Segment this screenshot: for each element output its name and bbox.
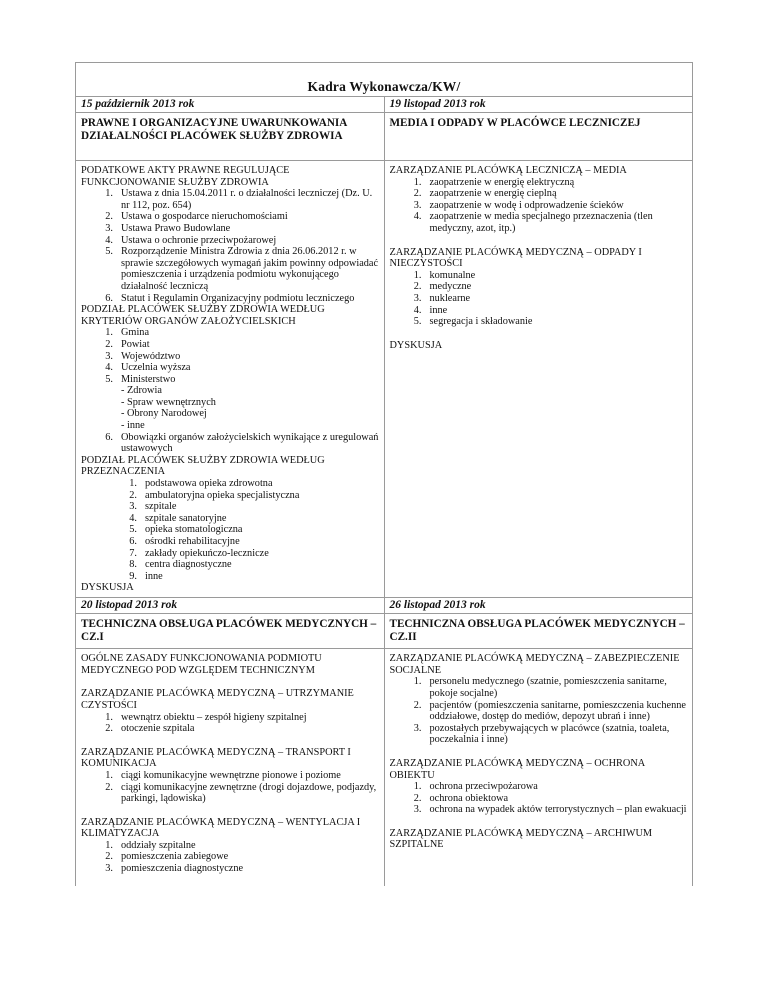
list-item: 4. szpitale sanatoryjne <box>129 512 227 524</box>
list-item: 1. zaopatrzenie w energię elektryczną <box>413 176 575 188</box>
list-item: 2. pacjentów (pomieszczenia sanitarne, pomieszczenia kuchenne oddziałowe, dostęp do mediów, depozyt ubrań i inne) <box>413 699 686 723</box>
section-heading: PODZIAŁ PLACÓWEK SŁUŻBY ZDROWIA WEDŁUG PRZEZNACZENIA <box>81 454 325 478</box>
session-topic: MEDIA I ODPADY W PLACÓWCE LECZNICZEJ <box>384 113 693 161</box>
list-item: 9. inne <box>129 570 163 582</box>
list-item: 6. Statut i Regulamin Organizacyjny podmiotu leczniczego <box>105 292 355 304</box>
session-date: 15 październik 2013 rok <box>76 97 385 113</box>
session-date: 26 listopad 2013 rok <box>384 597 693 613</box>
section-heading: ZARZĄDZANIE PLACÓWKĄ MEDYCZNĄ – OCHRONA OBIEKTU <box>389 757 645 781</box>
session-content <box>76 161 385 598</box>
sub-list-item: - Zdrowia <box>121 385 162 397</box>
spacer <box>81 676 379 688</box>
discussion-label: DYSKUSJA <box>81 582 134 594</box>
numbered-list <box>390 781 688 816</box>
session-content <box>384 649 693 887</box>
list-item: 6. Obowiązki organów założycielskich wynikające z uregulowań ustawowych <box>105 431 379 455</box>
session-content <box>76 649 385 887</box>
list-item: 1. wewnątrz obiektu – zespół higieny szpitalnej <box>105 711 307 723</box>
section-heading: PODZIAŁ PLACÓWEK SŁUŻBY ZDROWIA WEDŁUG KRYTERIÓW ORGANÓW ZAŁOŻYCIELSKICH <box>81 304 325 327</box>
numbered-list <box>390 676 688 746</box>
numbered-list <box>81 770 379 805</box>
section-heading: PODATKOWE AKTY PRAWNE REGULUJĄCE FUNKCJONOWANIE SŁUŻBY ZDROWIA <box>81 165 290 188</box>
spacer <box>390 328 688 340</box>
section-heading: ZARZĄDZANIE PLACÓWKĄ MEDYCZNĄ – ARCHIWUM SZPITALNE <box>389 827 653 851</box>
numbered-list <box>81 712 379 735</box>
numbered-list <box>81 327 379 385</box>
list-item: 1. ciągi komunikacyjne wewnętrzne pionowe i poziome <box>105 769 341 781</box>
section-heading: ZARZĄDZANIE PLACÓWKĄ MEDYCZNĄ – WENTYLACJA I KLIMATYZACJA <box>81 816 361 840</box>
list-item: 3. pomieszczenia diagnostyczne <box>105 863 244 875</box>
spacer <box>81 805 379 817</box>
list-item: 5. opieka stomatologiczna <box>129 524 243 536</box>
list-item: 3. ochrona na wypadek aktów terrorystycznych – plan ewakuacji <box>413 804 687 816</box>
list-item: 4. Uczelnia wyższa <box>105 362 191 374</box>
section-heading: OGÓLNE ZASADY FUNKCJONOWANIA PODMIOTU MEDYCZNEGO POD WZGLĘDEM TECHNICZNYM <box>81 653 322 676</box>
section-heading: ZARZĄDZANIE PLACÓWKĄ MEDYCZNĄ – TRANSPORT I KOMUNIKACJA <box>81 746 351 770</box>
list-item: 3. Województwo <box>105 350 181 362</box>
list-item: 2. Ustawa o gospodarce nieruchomościami <box>105 211 288 223</box>
section-heading: ZARZĄDZANIE PLACÓWKĄ MEDYCZNĄ – UTRZYMANIE CZYSTOŚCI <box>81 688 354 711</box>
session-date: 19 listopad 2013 rok <box>384 97 693 113</box>
numbered-list <box>390 177 688 235</box>
spacer <box>81 735 379 747</box>
spacer <box>390 816 688 828</box>
sub-list <box>81 385 379 431</box>
list-item: 3. nuklearne <box>413 292 471 304</box>
list-item: 1. personelu medycznego (szatnie, pomieszczenia sanitarne, pokoje socjalne) <box>413 676 667 699</box>
list-item: 3. Ustawa Prawo Budowlane <box>105 222 231 234</box>
list-item: 2. ambulatoryjna opieka specjalistyczna <box>129 489 300 501</box>
list-item: 2. ochrona obiektowa <box>413 792 509 804</box>
list-item: 2. otoczenie szpitala <box>105 723 195 735</box>
list-item: 2. pomieszczenia zabiegowe <box>105 851 229 863</box>
spacer <box>390 746 688 758</box>
list-item: 2. zaopatrzenie w energię cieplną <box>413 188 557 200</box>
list-item: 5. Ministerstwo <box>105 373 176 385</box>
list-item: 1. ochrona przeciwpożarowa <box>413 781 538 793</box>
list-item: 2. Powiat <box>105 338 150 350</box>
list-item: 7. zakłady opiekuńczo-lecznicze <box>129 547 269 559</box>
discussion-label: DYSKUSJA <box>389 339 443 351</box>
session-content <box>384 161 693 598</box>
list-item: 8. centra diagnostyczne <box>129 559 232 571</box>
list-item: 5. Rozporządzenie Ministra Zdrowia z dnia 26.06.2012 r. w sprawie szczegółowych wymagań jakim powinny odpowiadać pomieszczenia i urządzenia podmiotu wykonującego działalność leczniczą <box>105 246 379 292</box>
list-item: 5. segregacja i składowanie <box>413 316 533 328</box>
list-item: 1. podstawowa opieka zdrowotna <box>129 478 273 490</box>
list-item: 1. Ustawa z dnia 15.04.2011 r. o działalności leczniczej (Dz. U. nr 112, poz. 654) <box>105 188 373 211</box>
spacer <box>390 235 688 247</box>
sub-list-item: - Spraw wewnętrznych <box>121 396 216 408</box>
list-item: 3. pozostałych przebywających w placówce (szatnia, toaleta, poczekalnia i inne) <box>413 722 670 746</box>
list-item: 4. Ustawa o ochronie przeciwpożarowej <box>105 234 277 246</box>
list-item: 3. zaopatrzenie w wodę i odprowadzenie ścieków <box>413 199 624 211</box>
sub-list-item: - Obrony Narodowej <box>121 408 207 420</box>
list-item: 4. zaopatrzenie w media specjalnego przeznaczenia (tlen medyczny, azot, itp.) <box>413 211 653 234</box>
session-topic: TECHNICZNA OBSŁUGA PLACÓWEK MEDYCZNYCH – CZ.I <box>76 613 385 648</box>
session-topic: PRAWNE I ORGANIZACYJNE UWARUNKOWANIA DZIAŁALNOŚCI PLACÓWEK SŁUŻBY ZDROWIA <box>76 113 385 161</box>
schedule-sheet <box>75 62 693 886</box>
list-item: 2. medyczne <box>413 281 472 293</box>
list-item: 3. szpitale <box>129 501 177 513</box>
numbered-list <box>81 478 379 582</box>
schedule-table <box>75 62 693 886</box>
section-heading: ZARZĄDZANIE PLACÓWKĄ LECZNICZĄ – MEDIA <box>389 165 627 176</box>
list-item: 4. inne <box>413 304 448 316</box>
document-title: Kadra Wykonawcza/KW/ <box>76 63 693 97</box>
numbered-list <box>81 840 379 875</box>
numbered-list <box>390 270 688 328</box>
session-date: 20 listopad 2013 rok <box>76 597 385 613</box>
numbered-list <box>81 188 379 304</box>
list-item: 1. komunalne <box>413 269 476 281</box>
list-item: 6. ośrodki rehabilitacyjne <box>129 536 240 547</box>
list-item: 1. oddziały szpitalne <box>105 839 196 851</box>
list-item: 2. ciągi komunikacyjne zewnętrzne (drogi dojazdowe, podjazdy, parkingi, lądowiska) <box>105 781 377 805</box>
section-heading: ZARZĄDZANIE PLACÓWKĄ MEDYCZNĄ – ODPADY I NIECZYSTOŚCI <box>389 246 642 270</box>
list-item: 1. Gmina <box>105 327 150 339</box>
sub-list-item: - inne <box>121 420 145 432</box>
numbered-list <box>81 432 379 455</box>
section-heading: ZARZĄDZANIE PLACÓWKĄ MEDYCZNĄ – ZABEZPIECZENIE SOCJALNE <box>389 653 680 676</box>
session-topic: TECHNICZNA OBSŁUGA PLACÓWEK MEDYCZNYCH – CZ.II <box>384 613 693 648</box>
